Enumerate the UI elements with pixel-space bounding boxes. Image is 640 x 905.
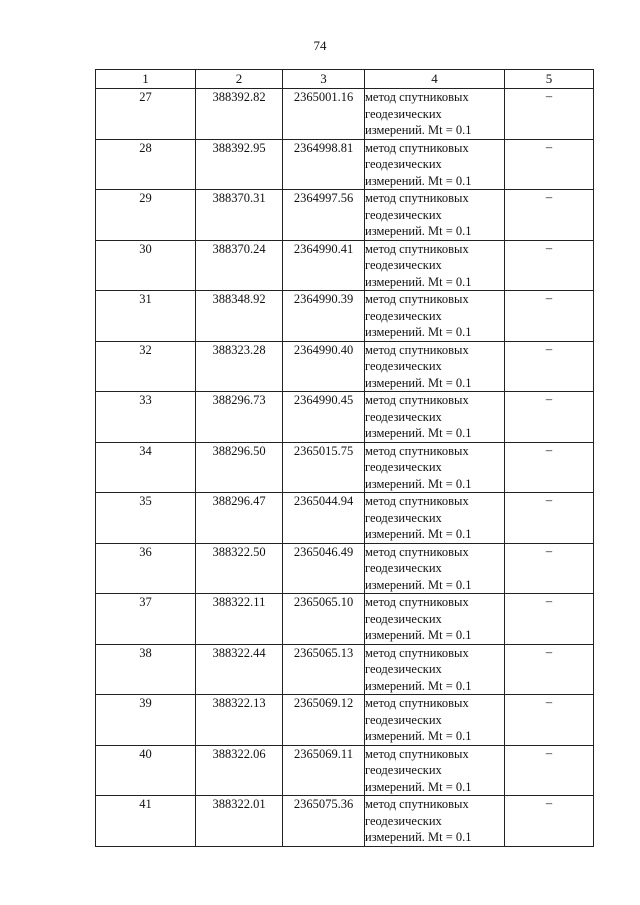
point-number-cell: 27: [96, 89, 196, 140]
method-line: измерений. Mt = 0.1: [365, 173, 472, 188]
y-coordinate-cell: 2364990.40: [283, 341, 365, 392]
point-number-cell: 36: [96, 543, 196, 594]
table-row: [96, 190, 594, 241]
column-header: 3: [283, 70, 365, 89]
method-line: измерений. Mt = 0.1: [365, 274, 472, 289]
x-coordinate-cell: 388296.47: [196, 493, 283, 544]
method-line: метод спутниковых: [365, 90, 469, 104]
method-cell: [365, 240, 505, 291]
method-cell: [365, 291, 505, 342]
point-number-cell: 31: [96, 291, 196, 342]
table-row: [96, 543, 594, 594]
table-row: [96, 341, 594, 392]
column-header: 4: [365, 70, 505, 89]
x-coordinate-cell: 388322.11: [196, 594, 283, 645]
note-cell: –: [505, 240, 594, 291]
y-coordinate-cell: 2365075.36: [283, 796, 365, 847]
method-line: метод спутниковых: [365, 696, 469, 710]
method-line: геодезических: [365, 662, 442, 676]
method-line: метод спутниковых: [365, 595, 469, 609]
method-line: измерений. Mt = 0.1: [365, 527, 472, 541]
method-line: измерений. Mt = 0.1: [365, 779, 472, 794]
method-line: геодезических: [365, 510, 442, 525]
y-coordinate-cell: 2365015.75: [283, 442, 365, 493]
method-cell: [365, 392, 505, 443]
method-cell: [365, 796, 505, 847]
method-cell: [365, 442, 505, 493]
method-line: измерений. Mt = 0.1: [365, 476, 472, 491]
x-coordinate-cell: 388322.13: [196, 695, 283, 746]
point-number-cell: 32: [96, 341, 196, 392]
method-line: измерений. Mt = 0.1: [365, 830, 472, 844]
point-number-cell: 33: [96, 392, 196, 443]
method-line: измерений. Mt = 0.1: [365, 729, 472, 743]
point-number-cell: 35: [96, 493, 196, 544]
method-line: геодезических: [365, 106, 442, 121]
method-line: метод спутниковых: [365, 292, 469, 306]
y-coordinate-cell: 2364990.45: [283, 392, 365, 443]
table-row: [96, 695, 594, 746]
y-coordinate-cell: 2365001.16: [283, 89, 365, 140]
x-coordinate-cell: 388348.92: [196, 291, 283, 342]
method-line: измерений. Mt = 0.1: [365, 678, 472, 693]
method-line: геодезических: [365, 258, 442, 272]
x-coordinate-cell: 388370.31: [196, 190, 283, 241]
method-line: метод спутниковых: [365, 342, 469, 357]
method-cell: [365, 644, 505, 695]
x-coordinate-cell: 388296.73: [196, 392, 283, 443]
method-line: измерений. Mt = 0.1: [365, 577, 472, 592]
y-coordinate-cell: 2364990.39: [283, 291, 365, 342]
method-line: измерений. Mt = 0.1: [365, 426, 472, 440]
method-line: измерений. Mt = 0.1: [365, 375, 472, 390]
x-coordinate-cell: 388392.82: [196, 89, 283, 140]
y-coordinate-cell: 2365069.12: [283, 695, 365, 746]
method-line: геодезических: [365, 611, 442, 626]
point-number-cell: 41: [96, 796, 196, 847]
x-coordinate-cell: 388322.44: [196, 644, 283, 695]
x-coordinate-cell: 388370.24: [196, 240, 283, 291]
method-line: метод спутниковых: [365, 746, 469, 761]
method-line: метод спутниковых: [365, 241, 469, 256]
method-cell: [365, 594, 505, 645]
table-body: [96, 89, 594, 847]
table-row: [96, 240, 594, 291]
column-header: 2: [196, 70, 283, 89]
point-number-cell: 40: [96, 745, 196, 796]
method-cell: [365, 493, 505, 544]
column-header: 1: [96, 70, 196, 89]
point-number-cell: 37: [96, 594, 196, 645]
note-cell: –: [505, 594, 594, 645]
table-row: [96, 89, 594, 140]
note-cell: –: [505, 796, 594, 847]
y-coordinate-cell: 2364998.81: [283, 139, 365, 190]
table-row: [96, 442, 594, 493]
method-cell: [365, 695, 505, 746]
method-cell: [365, 89, 505, 140]
coordinates-table: [95, 69, 594, 847]
method-line: геодезических: [365, 207, 442, 222]
table-row: [96, 745, 594, 796]
method-line: геодезических: [365, 712, 442, 727]
column-header: 5: [505, 70, 594, 89]
method-line: геодезических: [365, 359, 442, 373]
method-cell: [365, 745, 505, 796]
method-line: метод спутниковых: [365, 797, 469, 811]
y-coordinate-cell: 2365046.49: [283, 543, 365, 594]
note-cell: –: [505, 493, 594, 544]
table-row: [96, 644, 594, 695]
table-header-row: [96, 70, 594, 89]
y-coordinate-cell: 2365044.94: [283, 493, 365, 544]
method-line: геодезических: [365, 763, 442, 777]
method-line: измерений. Mt = 0.1: [365, 325, 472, 339]
method-line: геодезических: [365, 460, 442, 474]
method-cell: [365, 543, 505, 594]
method-line: геодезических: [365, 409, 442, 424]
method-line: измерений. Mt = 0.1: [365, 628, 472, 642]
method-cell: [365, 341, 505, 392]
method-line: метод спутниковых: [365, 443, 469, 458]
method-line: метод спутниковых: [365, 191, 469, 205]
note-cell: –: [505, 89, 594, 140]
method-line: геодезических: [365, 561, 442, 575]
note-cell: –: [505, 139, 594, 190]
point-number-cell: 39: [96, 695, 196, 746]
note-cell: –: [505, 190, 594, 241]
method-line: метод спутниковых: [365, 544, 469, 559]
method-line: измерений. Mt = 0.1: [365, 123, 472, 137]
method-line: измерений. Mt = 0.1: [365, 224, 472, 238]
table-row: [96, 139, 594, 190]
x-coordinate-cell: 388323.28: [196, 341, 283, 392]
table-row: [96, 796, 594, 847]
method-line: геодезических: [365, 157, 442, 171]
method-line: геодезических: [365, 308, 442, 323]
method-line: метод спутниковых: [365, 645, 469, 660]
page-number: 74: [313, 38, 327, 53]
note-cell: –: [505, 341, 594, 392]
y-coordinate-cell: 2364990.41: [283, 240, 365, 291]
method-line: метод спутниковых: [365, 393, 469, 407]
table-row: [96, 291, 594, 342]
y-coordinate-cell: 2365065.10: [283, 594, 365, 645]
y-coordinate-cell: 2365069.11: [283, 745, 365, 796]
method-cell: [365, 139, 505, 190]
x-coordinate-cell: 388392.95: [196, 139, 283, 190]
point-number-cell: 29: [96, 190, 196, 241]
x-coordinate-cell: 388322.50: [196, 543, 283, 594]
table-row: [96, 392, 594, 443]
table-row: [96, 493, 594, 544]
note-cell: –: [505, 644, 594, 695]
x-coordinate-cell: 388322.06: [196, 745, 283, 796]
note-cell: –: [505, 745, 594, 796]
method-line: метод спутниковых: [365, 494, 469, 508]
note-cell: –: [505, 442, 594, 493]
point-number-cell: 28: [96, 139, 196, 190]
point-number-cell: 38: [96, 644, 196, 695]
method-line: геодезических: [365, 813, 442, 828]
note-cell: –: [505, 543, 594, 594]
point-number-cell: 34: [96, 442, 196, 493]
note-cell: –: [505, 695, 594, 746]
point-number-cell: 30: [96, 240, 196, 291]
method-cell: [365, 190, 505, 241]
table-row: [96, 594, 594, 645]
note-cell: –: [505, 392, 594, 443]
method-line: метод спутниковых: [365, 140, 469, 155]
note-cell: –: [505, 291, 594, 342]
y-coordinate-cell: 2365065.13: [283, 644, 365, 695]
y-coordinate-cell: 2364997.56: [283, 190, 365, 241]
x-coordinate-cell: 388322.01: [196, 796, 283, 847]
x-coordinate-cell: 388296.50: [196, 442, 283, 493]
